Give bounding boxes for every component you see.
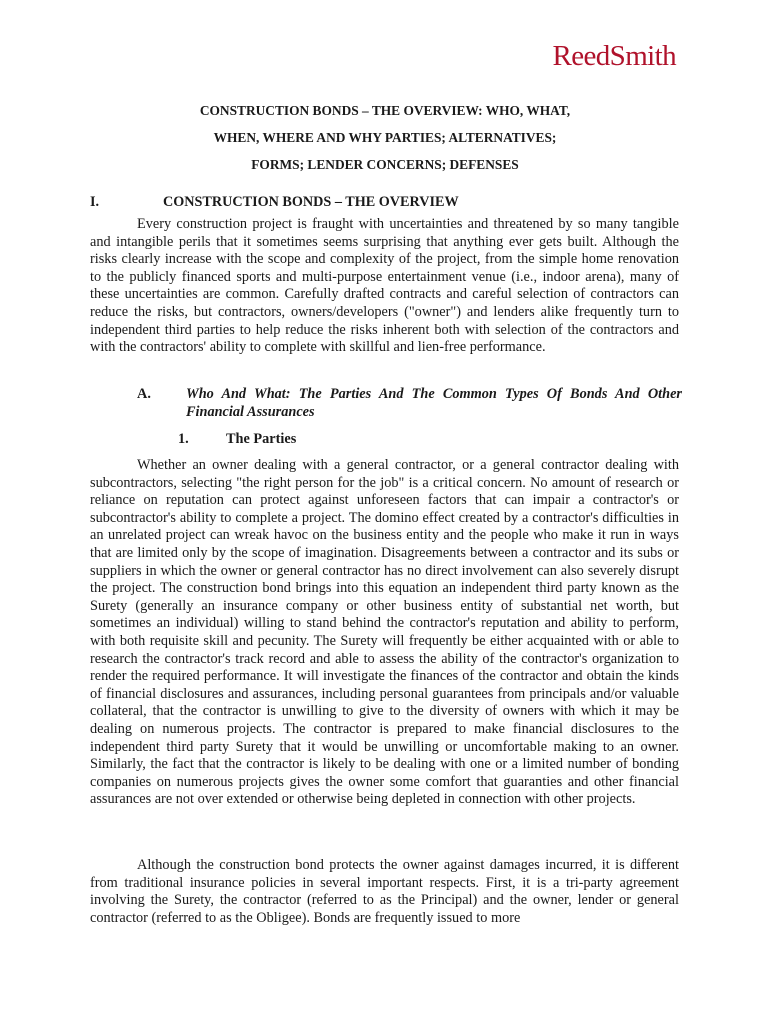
title-line: WHEN, WHERE AND WHY PARTIES; ALTERNATIVES; — [213, 130, 557, 145]
body-paragraph: Whether an owner dealing with a general contractor, or a general contractor dealing with subcontractors, selecting "the right person for the job" is a critical concern. No amount of research or reliance on reputation can protect against unforeseen factors that can impair a contractor's or subcontractor's ability to complete a project. The domino effect created by a contractor's difficulties in an unrelated project can wreak havoc on the business entity and the people who make it run in ways that are limited only by the scope of imagination. Disagreements between a contractor and its subs or suppliers in which the owner or general contractor has no direct involvement can also severely disrupt the project. The construction bond brings into this equation an independent third party known as the Surety (generally an insurance company or other business entity of substantial net worth, but sometimes an individual) willing to stand behind the contractor's reputation and ability to perform, with both requisite skill and pecunity. The Surety will frequently be either acquainted with or able to research the contractor's track record and able to assess the ability of the contractor's organization to render the required performance. It will investigate the finances of the contractor and obtain the kinds of financial disclosures and assurances, including personal guarantees from principals and/or valuable collateral, that the contractor is unwilling to give to the diversity of owners with which it may be dealing on numerous projects. The contractor is prepared to make financial disclosures to the independent third party Surety that it would be unwilling or uncomfortable making to an owner. Similarly, the fact that the contractor is likely to be dealing with one or a limited number of bonding companies on numerous projects gives the owner some comfort that guaranties and other financial assurances are not over extended or otherwise being depleted in connection with other projects. — [90, 457, 679, 808]
document-title — [90, 97, 680, 178]
section-heading — [90, 193, 459, 211]
subsection-heading — [137, 385, 682, 421]
title-line: FORMS; LENDER CONCERNS; DEFENSES — [251, 157, 519, 172]
body-paragraph: Every construction project is fraught with uncertainties and threatened by so many tangible and intangible perils that it sometimes seems surprising that anything ever gets built. Although the risks clearly increase with the scope and complexity of the project, from the simple home renovation to the publicly financed sports and multi-purpose entertainment venue (i.e., indoor arena), many of these uncertainties are common. Carefully drafted contracts and careful selection of contractors can reduce the risks, but contractors, owners/developers ("owner") and lenders alike frequently turn to independent third parties to help reduce the risks inherent both with selection of the contractors and with the contractors' ability to complete with skillful and lien-free performance. — [90, 216, 679, 356]
title-line: CONSTRUCTION BONDS – THE OVERVIEW: WHO, WHAT, — [199, 103, 571, 118]
sub-subsection-heading — [178, 430, 296, 448]
body-paragraph: Although the construction bond protects the owner against damages incurred, it is different from traditional insurance policies in several important respects. First, it is a tri-party agreement involving the Surety, the contractor (referred to as the Principal) and the owner, lender or general contractor (referred to as the Obligee). Bonds are frequently issued to more — [90, 857, 679, 926]
reed-smith-logo: ReedSmith — [552, 40, 676, 72]
subsection-number: A. — [137, 386, 151, 402]
subsection-title: Who And What: The Parties And The Common Types Of Bonds And Other Financial Assurances — [186, 386, 682, 420]
sub-subsection-title: The Parties — [226, 431, 297, 447]
section-title: CONSTRUCTION BONDS – THE OVERVIEW — [163, 194, 459, 210]
sub-subsection-number: 1. — [178, 431, 189, 447]
section-number: I. — [90, 194, 100, 210]
